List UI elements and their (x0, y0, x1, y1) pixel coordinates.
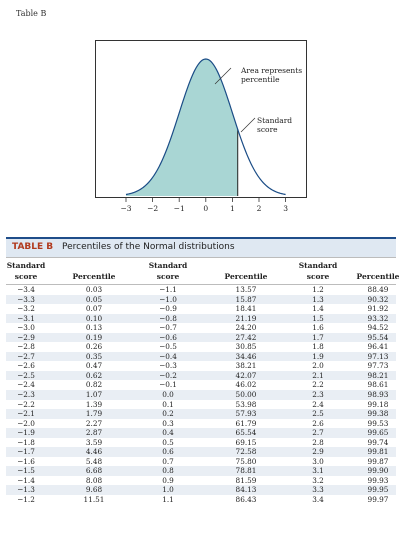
normal-curve-svg (95, 40, 307, 198)
percentile-cell: 21.19 (235, 313, 257, 323)
percentile-cell: 88.49 (367, 285, 389, 294)
percentile-cell: 93.32 (367, 313, 389, 323)
standard-score-cell: 3.1 (312, 466, 324, 476)
score-annotation-line1: Standard (257, 116, 293, 125)
standard-score-cell: −0.7 (159, 323, 177, 333)
percentile-cell: 46.02 (235, 380, 257, 390)
standard-score-cell: 0.8 (162, 466, 174, 476)
column-header-line1 (64, 260, 124, 271)
standard-score-cell: 0.2 (162, 409, 174, 419)
standard-score-cell: −1.7 (17, 447, 35, 457)
standard-score-cell: −1.3 (17, 485, 35, 495)
standard-score-cell: −1.5 (17, 466, 35, 476)
column-header-line2: score (306, 272, 330, 281)
percentile-cell: 99.53 (367, 418, 389, 428)
percentile-cell: 78.81 (235, 466, 257, 476)
percentile-cell: 65.54 (235, 428, 257, 438)
column-header-line2: score (14, 272, 38, 281)
percentile-cell: 11.51 (83, 495, 105, 505)
area-annotation-line1: Area represents (241, 66, 303, 75)
column-header-line1: Standard (298, 261, 338, 270)
table-row (6, 342, 396, 352)
table-row (6, 390, 396, 400)
standard-score-cell: −1.8 (17, 437, 35, 447)
column-header-line2: score (156, 272, 180, 281)
percentile-cell: 1.39 (85, 399, 103, 409)
standard-score-cell: −3.4 (17, 285, 35, 294)
table-row (6, 495, 396, 505)
standard-score-cell: −0.5 (159, 342, 177, 352)
normal-curve-figure (95, 40, 307, 198)
percentile-cell: 4.46 (85, 447, 103, 457)
percentile-cell: 42.07 (235, 370, 257, 380)
standard-score-cell: 1.4 (312, 304, 324, 314)
standard-score-cell: −2.7 (17, 351, 35, 361)
percentile-cell: 99.18 (367, 399, 389, 409)
percentile-cell: 81.59 (235, 475, 257, 485)
table-row (6, 323, 396, 333)
standard-score-cell: 1.0 (162, 485, 174, 495)
percentile-cell: 50.00 (235, 390, 257, 400)
percentile-cell: 0.62 (85, 370, 103, 380)
table-row (6, 419, 396, 429)
x-axis (95, 198, 307, 218)
percentile-cell: 5.48 (85, 456, 103, 466)
standard-score-cell: 0.9 (162, 475, 174, 485)
standard-score-cell: −2.9 (17, 332, 35, 342)
standard-score-cell: 0.1 (162, 399, 174, 409)
standard-score-cell: −0.6 (159, 332, 177, 342)
column-header-line1: Standard (148, 261, 188, 270)
percentile-cell: 97.13 (367, 351, 389, 361)
standard-score-cell: 1.7 (312, 332, 324, 342)
standard-score-cell: 1.2 (312, 285, 324, 294)
table-tag: TABLE B (12, 242, 54, 252)
standard-score-cell: 0.0 (162, 390, 174, 400)
standard-score-cell: −3.2 (17, 304, 35, 314)
standard-score-cell: 1.1 (162, 495, 174, 505)
percentile-cell: 0.82 (85, 380, 103, 390)
x-tick-label: 3 (283, 204, 288, 213)
standard-score-cell: −2.6 (17, 361, 35, 371)
percentile-cell: 0.10 (85, 313, 103, 323)
percentile-cell: 99.65 (367, 428, 389, 438)
column-header (138, 260, 198, 282)
column-header (288, 260, 348, 282)
standard-score-cell: 0.6 (162, 447, 174, 457)
column-header (64, 260, 124, 282)
standard-score-cell: −2.1 (17, 409, 35, 419)
standard-score-cell: 0.5 (162, 437, 174, 447)
percentile-cell: 91.92 (367, 304, 389, 314)
standard-score-cell: −3.1 (17, 313, 35, 323)
percentile-cell: 3.59 (85, 437, 103, 447)
percentile-cell: 6.68 (85, 466, 103, 476)
percentile-cell: 99.87 (367, 456, 389, 466)
percentile-cell: 97.73 (367, 361, 389, 371)
percentile-cell: 0.13 (85, 323, 103, 333)
percentile-cell: 94.52 (367, 323, 389, 333)
percentile-cell: 99.74 (367, 437, 389, 447)
percentile-cell: 2.27 (85, 418, 103, 428)
standard-score-cell: −2.3 (17, 390, 35, 400)
standard-score-cell: −0.9 (159, 304, 177, 314)
percentile-cell: 99.93 (367, 475, 389, 485)
x-tick-label: −1 (173, 204, 185, 213)
percentile-cell: 69.15 (235, 437, 257, 447)
percentile-table (6, 285, 396, 505)
standard-score-cell: −3.0 (17, 323, 35, 333)
standard-score-cell: 0.4 (162, 428, 174, 438)
standard-score-cell: 2.0 (312, 361, 324, 371)
table-row (6, 314, 396, 324)
standard-score-cell: 2.8 (312, 437, 324, 447)
standard-score-cell: 0.3 (162, 418, 174, 428)
percentile-cell: 0.03 (85, 285, 103, 294)
percentile-cell: 95.54 (367, 332, 389, 342)
standard-score-cell: −0.3 (159, 361, 177, 371)
percentile-cell: 61.79 (235, 418, 257, 428)
percentile-cell: 15.87 (235, 294, 257, 304)
standard-score-cell: 2.4 (312, 399, 324, 409)
percentile-cell: 1.07 (85, 390, 103, 400)
percentile-cell: 0.07 (85, 304, 103, 314)
percentile-cell: 90.32 (367, 294, 389, 304)
column-header (216, 260, 276, 282)
percentile-cell: 0.35 (85, 351, 103, 361)
standard-score-cell: 3.3 (312, 485, 324, 495)
percentile-cell: 34.46 (235, 351, 257, 361)
column-header-line1 (348, 260, 402, 271)
percentile-cell: 0.47 (85, 361, 103, 371)
table-title: Percentiles of the Normal distributions (62, 242, 235, 252)
x-tick-label: 1 (230, 204, 235, 213)
percentile-cell: 53.98 (235, 399, 257, 409)
percentile-cell: 99.90 (367, 466, 389, 476)
x-tick-label: 2 (256, 204, 262, 213)
column-header (0, 260, 56, 282)
standard-score-cell: −2.5 (17, 370, 35, 380)
percentile-cell: 24.20 (235, 323, 257, 333)
standard-score-cell: −1.6 (17, 456, 35, 466)
standard-score-cell: 3.4 (312, 495, 324, 505)
table-row (6, 428, 396, 438)
area-annotation-line2: percentile (241, 75, 280, 84)
score-annotation-line2: score (257, 125, 278, 134)
percentile-cell: 99.81 (367, 447, 389, 457)
standard-score-cell: 1.8 (312, 342, 324, 352)
percentile-cell: 72.58 (235, 447, 257, 457)
table-row (6, 352, 396, 362)
x-tick-label: 0 (203, 204, 209, 213)
column-header (348, 260, 402, 282)
percentile-cell: 1.79 (85, 409, 103, 419)
standard-score-cell: 2.5 (312, 409, 324, 419)
standard-score-cell: −2.0 (17, 418, 35, 428)
table-row (6, 333, 396, 343)
standard-score-cell: −2.2 (17, 399, 35, 409)
standard-score-cell: 2.2 (312, 380, 324, 390)
column-header-line1: Standard (6, 261, 46, 270)
percentile-cell: 13.57 (235, 285, 257, 294)
column-header-line2: Percentile (356, 272, 400, 281)
standard-score-cell: −1.9 (17, 428, 35, 438)
standard-score-cell: 2.3 (312, 390, 324, 400)
standard-score-cell: 2.6 (312, 418, 324, 428)
standard-score-cell: −0.4 (159, 351, 177, 361)
percentile-cell: 9.68 (85, 485, 103, 495)
table-row (6, 447, 396, 457)
percentile-cell: 99.38 (367, 409, 389, 419)
table-row (6, 285, 396, 295)
table-row (6, 371, 396, 381)
table-row (6, 438, 396, 448)
percentile-cell: 8.08 (85, 475, 103, 485)
standard-score-cell: −1.1 (159, 285, 177, 294)
standard-score-cell: −0.1 (159, 380, 177, 390)
standard-score-cell: 2.7 (312, 428, 324, 438)
standard-score-cell: 0.7 (162, 456, 174, 466)
standard-score-cell: −2.4 (17, 380, 35, 390)
column-header-line2: Percentile (224, 272, 268, 281)
standard-score-cell: −0.8 (159, 313, 177, 323)
percentile-cell: 27.42 (235, 332, 257, 342)
percentile-cell: 86.43 (235, 495, 257, 505)
standard-score-cell: 1.5 (312, 313, 324, 323)
standard-score-cell: 2.9 (312, 447, 324, 457)
page-label: Table B (16, 9, 47, 18)
table-row (6, 295, 396, 305)
percentile-cell: 18.41 (235, 304, 257, 314)
standard-score-cell: −1.2 (17, 495, 35, 505)
standard-score-cell: −1.4 (17, 475, 35, 485)
percentile-cell: 0.05 (85, 294, 103, 304)
percentile-cell: 2.87 (85, 428, 103, 438)
percentile-cell: 99.97 (367, 495, 389, 505)
percentile-cell: 84.13 (235, 485, 257, 495)
standard-score-cell: −0.2 (159, 370, 177, 380)
table-row (6, 361, 396, 371)
table-row (6, 304, 396, 314)
percentile-cell: 57.93 (235, 409, 257, 419)
percentile-cell: 38.21 (235, 361, 257, 371)
table-row (6, 380, 396, 390)
percentile-cell: 99.95 (367, 485, 389, 495)
standard-score-cell: −2.8 (17, 342, 35, 352)
percentile-cell: 96.41 (367, 342, 389, 352)
column-header-line2: Percentile (72, 272, 116, 281)
table-row (6, 409, 396, 419)
table-row (6, 485, 396, 495)
table-row (6, 400, 396, 410)
percentile-cell: 75.80 (235, 456, 257, 466)
table-row (6, 466, 396, 476)
standard-score-cell: 2.1 (312, 370, 324, 380)
percentile-cell: 0.19 (85, 332, 103, 342)
percentile-cell: 0.26 (85, 342, 103, 352)
standard-score-cell: 1.9 (312, 351, 324, 361)
percentile-cell: 98.93 (367, 390, 389, 400)
standard-score-cell: 3.0 (312, 456, 324, 466)
percentile-cell: 98.21 (367, 370, 389, 380)
standard-score-cell: 1.6 (312, 323, 324, 333)
standard-score-cell: −1.0 (159, 294, 177, 304)
x-tick-label: −2 (147, 204, 159, 213)
table-row (6, 457, 396, 467)
table-row (6, 476, 396, 486)
standard-score-cell: −3.3 (17, 294, 35, 304)
standard-score-cell: 1.3 (312, 294, 324, 304)
percentile-cell: 30.85 (235, 342, 257, 352)
column-header-line1 (216, 260, 276, 271)
percentile-cell: 98.61 (367, 380, 389, 390)
x-tick-label: −3 (120, 204, 132, 213)
table-caption (6, 237, 396, 258)
standard-score-cell: 3.2 (312, 475, 324, 485)
